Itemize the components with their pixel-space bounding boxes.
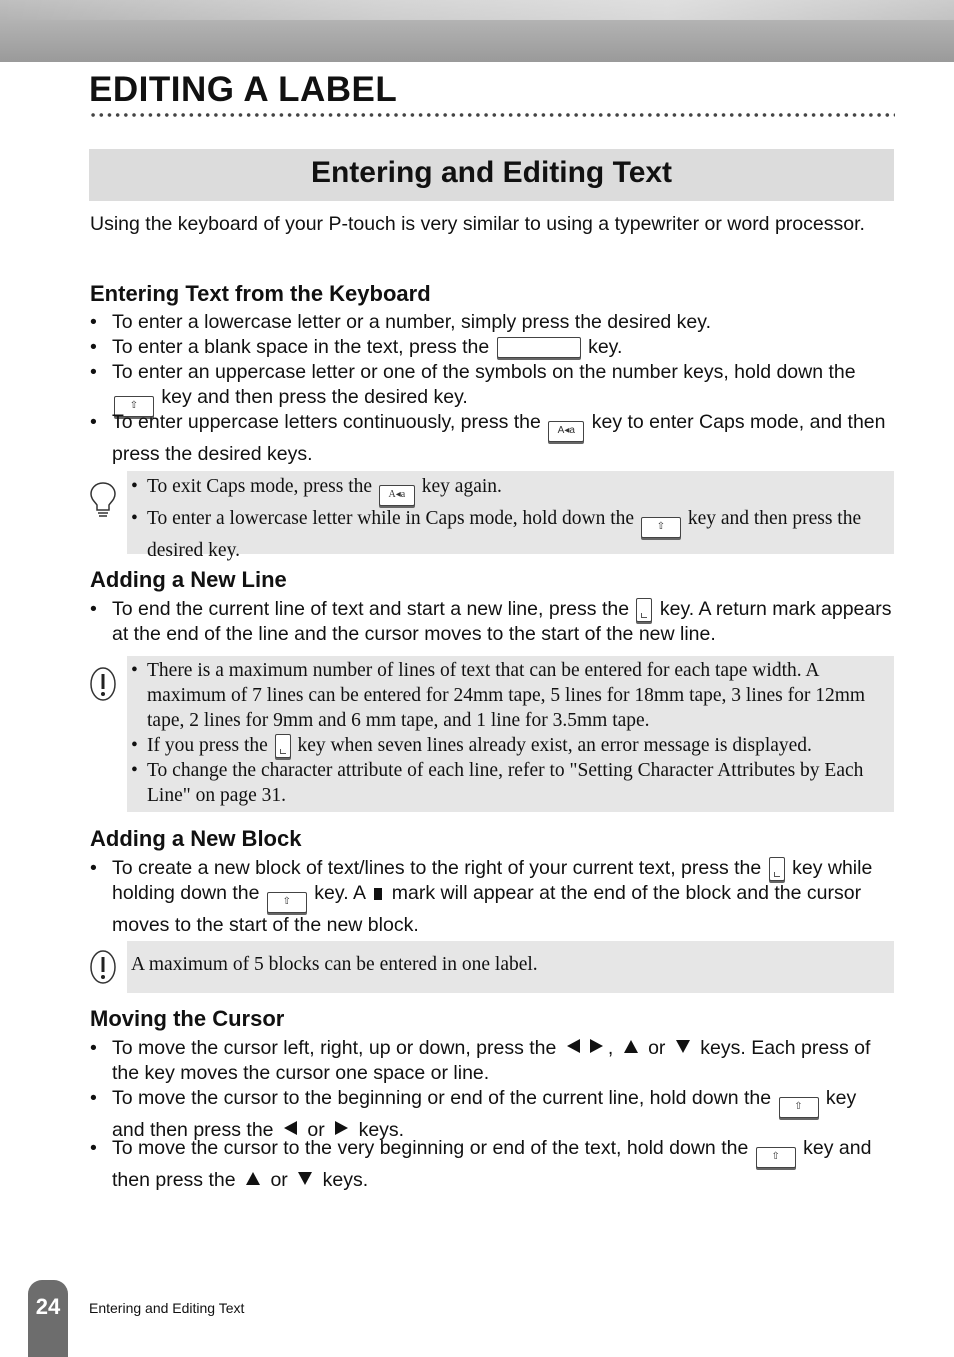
list-item [90, 410, 892, 467]
lightbulb-icon [89, 481, 117, 519]
caps-key-icon: A◂a [548, 421, 584, 442]
right-arrow-icon [335, 1121, 348, 1135]
note-text: key and then press the desired key. [147, 508, 862, 561]
caps-key-icon: A◂a [379, 485, 415, 506]
note-text: To exit Caps mode, press the [147, 476, 373, 497]
caution-note-lines [127, 656, 894, 812]
bullet-text: To enter an uppercase letter or one of the symbols on the number keys, hold down the [112, 361, 856, 383]
up-arrow-icon [246, 1172, 260, 1185]
bullet-text: To enter a lowercase letter or a number, simply press the desired key. [112, 311, 711, 333]
note-item [131, 474, 888, 506]
list-item [90, 335, 892, 360]
bullet: • [131, 760, 138, 781]
bullet-text: To enter a blank space in the text, press the [112, 336, 490, 358]
bullet-text: or [648, 1037, 666, 1059]
list-item [90, 360, 892, 417]
bullet: • [90, 336, 97, 358]
exclamation-icon [89, 666, 117, 704]
bullet-text: key and then press the [112, 1137, 872, 1191]
bullet: • [131, 735, 138, 756]
bullet-text: To move the cursor to the beginning or end of the current line, hold down the [112, 1087, 772, 1109]
bullet-text: mark will appear at the end of the block and the cursor moves to the start of the new block. [112, 882, 862, 936]
note-item [131, 658, 888, 733]
left-arrow-icon [284, 1121, 297, 1135]
note-text: To enter a lowercase letter while in Caps mode, hold down the [147, 508, 635, 529]
down-arrow-icon [676, 1040, 690, 1053]
bullet-text: key. A return mark appears at the end of the line and the cursor moves to the start of the new line. [112, 598, 892, 645]
bullet-text: key to enter Caps mode, and then press the desired keys. [112, 411, 886, 465]
heading-new-block: Adding a New Block [90, 826, 302, 851]
exclamation-icon [89, 949, 117, 987]
intro-paragraph: Using the keyboard of your P-touch is very similar to using a typewriter or word processor. [90, 213, 865, 235]
note-text: To change the character attribute of each line, refer to "Setting Character Attributes by Each Line" on page 31. [147, 760, 864, 806]
tip-note-box [127, 471, 894, 561]
note-item [131, 733, 888, 758]
bullet-text: key and then press the desired key. [161, 386, 468, 408]
bullet-text: or [270, 1169, 288, 1191]
bullet-text: key and then press the [112, 1087, 857, 1141]
dotted-divider [89, 112, 895, 118]
bullet-text: To create a new block of text/lines to the right of your current text, press the [112, 857, 762, 879]
bullet: • [90, 1137, 97, 1159]
enter-key-icon [275, 734, 291, 758]
down-arrow-icon [298, 1172, 312, 1185]
note-text: There is a maximum number of lines of text that can be entered for each tape width. A maximum of 7 lines can be entered for 24mm tape, 5 lines for 18mm tape, 3 lines for 12mm tape, 2 lines for 9mm and 6 mm tape, and 1 line for 3.5mm tape. [147, 660, 866, 731]
list-item [90, 856, 892, 938]
list-item [90, 1136, 892, 1193]
left-arrow-icon [567, 1039, 580, 1053]
list-item [90, 1036, 892, 1086]
bullet-text: To enter uppercase letters continuously, press the [112, 411, 541, 433]
list-item [90, 597, 892, 647]
right-arrow-icon [590, 1039, 603, 1053]
list-item [90, 1086, 892, 1143]
enter-key-icon [769, 857, 785, 881]
enter-key-icon [636, 598, 652, 622]
bullet-text: keys. [322, 1169, 369, 1191]
bullet: • [131, 508, 138, 529]
footer-section-name: Entering and Editing Text [89, 1300, 245, 1316]
page-number: 24 [35, 1294, 61, 1319]
bullet: • [90, 857, 97, 879]
note-item [131, 506, 888, 563]
bullet: • [90, 311, 97, 333]
bullet: • [131, 660, 138, 681]
space-key-icon [497, 337, 581, 358]
bullet: • [90, 1087, 97, 1109]
note-text: key again. [421, 476, 502, 497]
heading-moving-cursor: Moving the Cursor [90, 1006, 285, 1031]
note-item [131, 758, 888, 808]
bullet-text: or [307, 1119, 325, 1141]
shift-key-icon: ⇧ [756, 1147, 796, 1168]
bullet-text: key. A [314, 882, 365, 904]
bullet: • [90, 411, 97, 433]
bullet: • [131, 476, 138, 497]
heading-new-line: Adding a New Line [90, 567, 287, 592]
section-title: Entering and Editing Text [310, 156, 673, 189]
bullet-text: keys. [358, 1119, 405, 1141]
shift-key-icon: ⇧ [114, 396, 154, 417]
bullet-text: keys. Each press of the key moves the cursor one space or line. [112, 1037, 871, 1084]
up-arrow-icon [624, 1040, 638, 1053]
bullet: • [90, 361, 97, 383]
chapter-title: EDITING A LABEL [89, 70, 398, 109]
bullet: • [90, 1037, 97, 1059]
heading-entering-text: Entering Text from the Keyboard [90, 281, 431, 306]
bullet-text: To end the current line of text and start a new line, press the [112, 598, 630, 620]
block-mark-icon [374, 888, 382, 900]
note-text: key when seven lines already exist, an error message is displayed. [297, 735, 812, 756]
bullet-text: key. [588, 336, 623, 358]
note-text: If you press the [147, 735, 268, 756]
shift-key-icon: ⇧ [779, 1097, 819, 1118]
shift-key-icon: ⇧ [267, 892, 307, 913]
bullet-text: To move the cursor to the very beginning or end of the text, hold down the [112, 1137, 749, 1159]
note-text: A maximum of 5 blocks can be entered in one label. [131, 954, 538, 975]
top-header-bar [0, 0, 954, 62]
list-item [90, 310, 892, 335]
bullet-text: , [607, 1037, 614, 1059]
shift-key-icon: ⇧ [641, 517, 681, 538]
caution-note-blocks [127, 941, 894, 993]
bullet: • [90, 598, 97, 620]
bullet-text: key while holding down the [112, 857, 873, 904]
bullet-text: To move the cursor left, right, up or down, press the [112, 1037, 557, 1059]
